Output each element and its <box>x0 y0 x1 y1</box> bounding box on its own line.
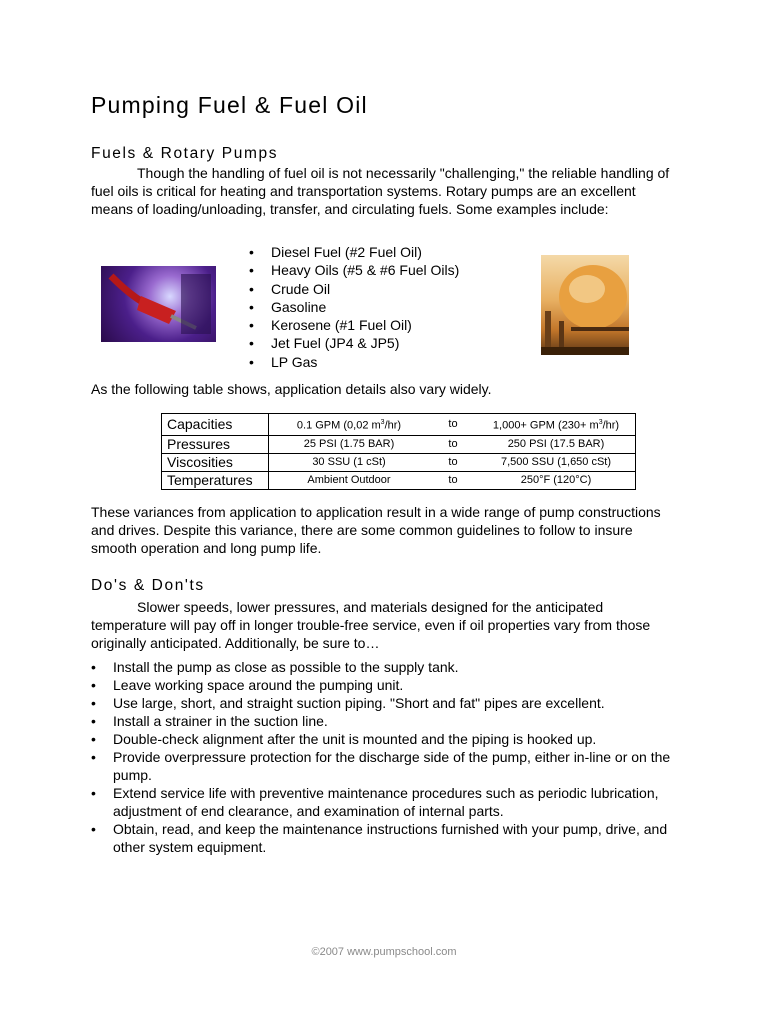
guidelines-list <box>91 658 681 856</box>
cell-low: 30 SSU (1 cSt) <box>269 453 430 471</box>
dos-intro-paragraph: Slower speeds, lower pressures, and materials designed for the anticipated temperature will pay off in longer trouble-free service, even if oil properties vary from those originally anticipated. Additionally, be sure to… <box>91 599 651 651</box>
list-item: • Install a strainer in the suction line. <box>91 712 681 730</box>
list-item: • Extend service life with preventive maintenance procedures such as periodic lubrication, adjustment of end clearance, and examination of internal parts. <box>91 784 681 820</box>
application-details-table <box>161 413 636 490</box>
table-row <box>162 435 636 453</box>
cell-high: 250°F (120°C) <box>477 471 636 489</box>
footer-copyright: ©2007 www.pumpschool.com <box>311 946 457 958</box>
section-heading-dos-donts: Do's & Don'ts <box>91 577 205 594</box>
variance-paragraph: These variances from application to application result in a wide range of pump constructions and drives. Despite this variance, there are some common guidelines to follow to insure smooth operation and long pump life. <box>91 504 661 556</box>
list-item: • Double-check alignment after the unit is mounted and the piping is hooked up. <box>91 730 681 748</box>
list-item: • Kerosene (#1 Fuel Oil) <box>249 316 459 334</box>
page-title: Pumping Fuel & Fuel Oil <box>91 92 368 118</box>
section-heading-fuels: Fuels & Rotary Pumps <box>91 145 279 162</box>
cell-low: Ambient Outdoor <box>269 471 430 489</box>
table-row <box>162 471 636 489</box>
row-label: Capacities <box>162 414 269 436</box>
list-item: • Obtain, read, and keep the maintenance instructions furnished with your pump, drive, and other system equipment. <box>91 820 681 856</box>
cell-high: 1,000+ GPM $(230+ m^3/hr)$ <box>477 414 636 436</box>
row-label: Temperatures <box>162 471 269 489</box>
table-row <box>162 414 636 436</box>
fuel-nozzle-image <box>101 266 216 342</box>
list-item: • Use large, short, and straight suction piping. "Short and fat" pipes are excellent. <box>91 694 681 712</box>
table-intro: As the following table shows, application details also vary widely. <box>91 381 492 397</box>
storage-tank-image <box>541 255 629 355</box>
fuel-list <box>249 243 459 371</box>
list-item: • Provide overpressure protection for the discharge side of the pump, either in-line or on the pump. <box>91 748 681 784</box>
list-item: • LP Gas <box>249 353 459 371</box>
cell-to: to <box>429 435 477 453</box>
list-item: • Heavy Oils (#5 & #6 Fuel Oils) <box>249 261 459 279</box>
cell-low: 25 PSI (1.75 BAR) <box>269 435 430 453</box>
row-label: Pressures <box>162 435 269 453</box>
cell-to: to <box>429 453 477 471</box>
list-item: • Install the pump as close as possible to the supply tank. <box>91 658 681 676</box>
list-item: • Crude Oil <box>249 280 459 298</box>
intro-paragraph: Though the handling of fuel oil is not necessarily "challenging," the reliable handling of fuel oils is critical for heating and transportation systems. Rotary pumps are an excellent means of loading/unloading, transfer, and circulating fuels. Some examples include: <box>91 165 670 217</box>
list-item: • Gasoline <box>249 298 459 316</box>
cell-high: 7,500 SSU (1,650 cSt) <box>477 453 636 471</box>
cell-to: to <box>429 414 477 436</box>
cell-low: 0.1 GPM (0,02 $m^3/hr$) <box>269 414 430 436</box>
cell-high: 250 PSI (17.5 BAR) <box>477 435 636 453</box>
list-item: • Jet Fuel (JP4 & JP5) <box>249 334 459 352</box>
table-row <box>162 453 636 471</box>
list-item: • Leave working space around the pumping unit. <box>91 676 681 694</box>
list-item: • Diesel Fuel (#2 Fuel Oil) <box>249 243 459 261</box>
row-label: Viscosities <box>162 453 269 471</box>
cell-to: to <box>429 471 477 489</box>
